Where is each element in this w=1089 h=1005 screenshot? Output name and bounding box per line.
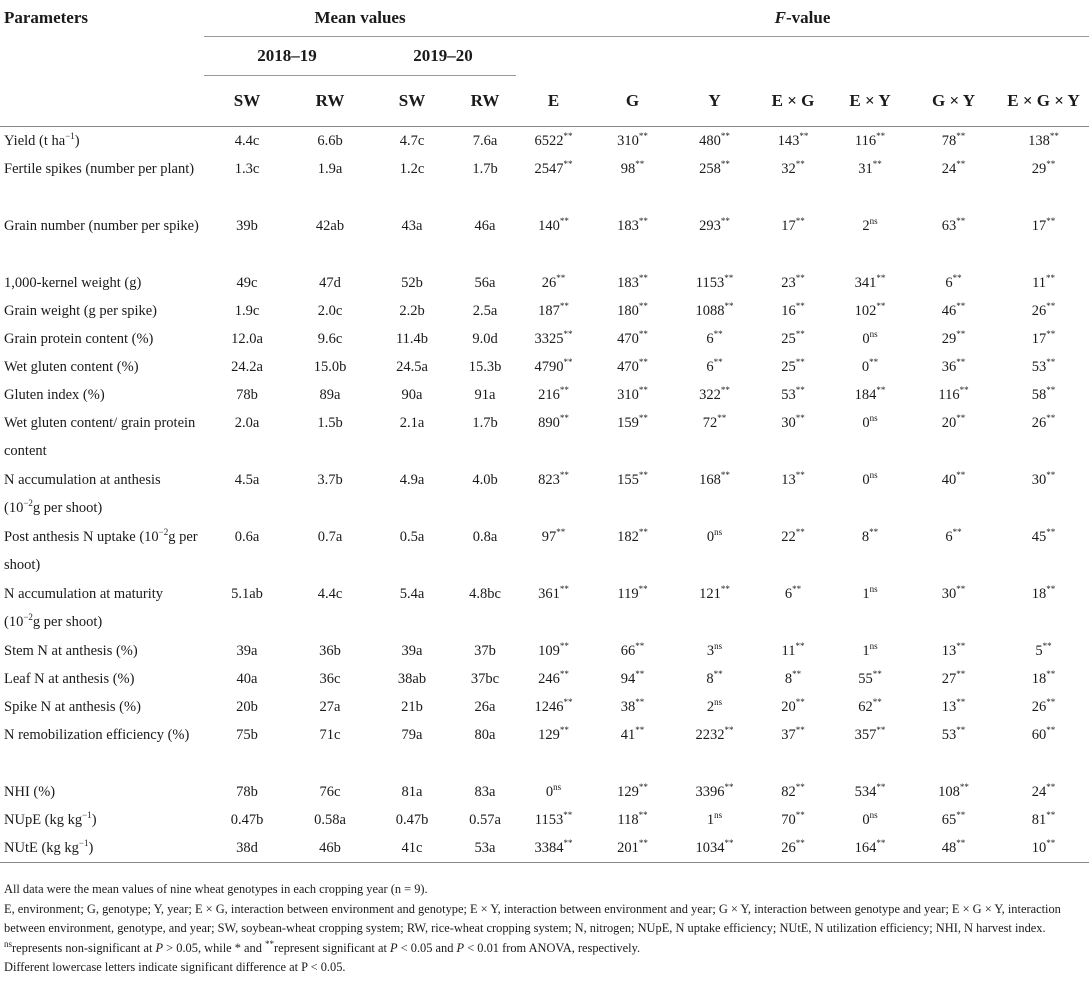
f-value-header: F-value xyxy=(516,0,1089,37)
row-label: Gluten index (%) xyxy=(4,387,105,403)
f-value-cell: 30** xyxy=(941,584,966,602)
mean-value-cell: 56a xyxy=(474,275,496,291)
f-value-cell: 109** xyxy=(538,641,569,659)
table-body xyxy=(0,127,1089,863)
f-value-cell: 18** xyxy=(1031,669,1056,687)
f-value-cell: 168** xyxy=(699,470,730,488)
table-header xyxy=(0,0,1089,127)
table-row xyxy=(0,580,1089,637)
row-label: 1,000-kernel weight (g) xyxy=(4,275,142,291)
f-value-cell: 534** xyxy=(854,782,886,800)
f-value-cell: 138** xyxy=(1028,131,1059,149)
col-header: G × Y xyxy=(909,76,998,127)
f-value-cell: $2^{ns}$ xyxy=(706,697,723,715)
f-value-cell: 58** xyxy=(1031,385,1056,403)
mean-value-cell: 38d xyxy=(236,840,258,856)
f-value-cell: 29** xyxy=(941,329,966,347)
f-value-cell: 3396** xyxy=(695,782,734,800)
mean-value-cell: 37b xyxy=(474,643,496,659)
mean-value-cell: 0.7a xyxy=(317,529,343,545)
f-value-cell: 46** xyxy=(941,301,966,319)
f-value-cell: 3384** xyxy=(534,838,573,856)
f-value-cell: 1088** xyxy=(695,301,734,319)
mean-value-cell: 4.8bc xyxy=(469,586,501,602)
mean-value-cell: 9.0d xyxy=(472,331,498,347)
footnote: $^{ns}$represents non-significant at P > 0.05, while * and **represent significant at P < 0.05 and P < 0.01 from ANOVA, respectively. xyxy=(4,938,641,955)
table-row xyxy=(0,721,1089,778)
row-label: NHI (%) xyxy=(4,784,56,800)
mean-value-cell: 79a xyxy=(401,727,423,743)
f-value-cell: 45** xyxy=(1031,527,1056,545)
f-value-cell: 129** xyxy=(538,725,569,743)
f-value-cell: 22** xyxy=(781,527,805,545)
f-value-cell: 129** xyxy=(617,782,648,800)
row-label: Wet gluten content (%) xyxy=(4,359,139,375)
f-value-cell: 10** xyxy=(1031,838,1056,856)
mean-value-cell: 4.9a xyxy=(399,472,425,488)
row-label: N remobilization efficiency (%) xyxy=(4,727,190,743)
f-value-cell: 118** xyxy=(617,810,648,828)
f-value-cell: 823** xyxy=(538,470,569,488)
f-value-cell: 65** xyxy=(941,810,966,828)
f-value-cell: 2232** xyxy=(695,725,734,743)
mean-value-cell: 36b xyxy=(319,643,341,659)
f-value-cell: 361** xyxy=(538,584,569,602)
mean-value-cell: 0.6a xyxy=(234,529,260,545)
mean-value-cell: 0.57a xyxy=(469,812,501,828)
col-header: G xyxy=(591,76,674,127)
f-value-cell: $0^{ns}$ xyxy=(545,782,562,800)
f-value-cell: 72** xyxy=(702,413,727,431)
mean-value-cell: 39b xyxy=(236,218,258,234)
mean-value-cell: 4.4c xyxy=(317,586,343,602)
f-value-cell: 32** xyxy=(781,159,805,177)
footnote: E, environment; G, genotype; Y, year; E × G, interaction between environment and genotype; E × Y, interaction between environment and year; G × Y, interaction between genotype and year; E × G × Y, interaction between environment, genotype, and year; SW, soybean-wheat cropping system; RW, rice-wheat cropping system; N, nitrogen; NUpE, N uptake efficiency; NUtE, N utilization efficiency; NHI, N harvest index. xyxy=(4,901,1061,935)
mean-value-cell: 24.2a xyxy=(231,359,263,375)
f-value-cell: 13** xyxy=(941,697,966,715)
row-label: N accumulation at maturity ($10^{-2}g$ per shoot) xyxy=(4,586,164,630)
col-header: E xyxy=(516,76,591,127)
col-header: E × Y xyxy=(831,76,909,127)
mean-value-cell: 90a xyxy=(401,387,423,403)
table-row xyxy=(0,325,1089,353)
mean-value-cell: 0.47b xyxy=(395,812,429,828)
f-value-cell: $1^{ns}$ xyxy=(706,810,723,828)
mean-value-cell: 15.3b xyxy=(468,359,502,375)
table-row xyxy=(0,778,1089,806)
mean-value-cell: 41c xyxy=(401,840,423,856)
mean-value-cell: 42ab xyxy=(315,218,345,234)
f-value-cell: $0^{ns}$ xyxy=(862,810,878,828)
mean-value-cell: 1.7b xyxy=(472,415,498,431)
f-value-cell: 182** xyxy=(617,527,648,545)
mean-value-cell: 1.5b xyxy=(317,415,343,431)
f-value-cell: 53** xyxy=(941,725,966,743)
mean-value-cell: 46a xyxy=(474,218,496,234)
row-label: Fertile spikes (number per plant) xyxy=(4,161,195,177)
mean-value-cell: 11.4b xyxy=(395,331,429,347)
f-value-cell: $0^{ns}$ xyxy=(862,329,878,347)
table-row xyxy=(0,806,1089,834)
mean-value-cell: 1.7b xyxy=(472,161,498,177)
f-value-cell: 890** xyxy=(538,413,569,431)
f-value-cell: $1^{ns}$ xyxy=(862,641,878,659)
f-value-cell: 30** xyxy=(1031,470,1056,488)
f-value-cell: 6** xyxy=(706,357,723,375)
f-value-cell: 78** xyxy=(941,131,966,149)
f-value-cell: 116** xyxy=(938,385,969,403)
year2-header: 2019–20 xyxy=(370,37,516,76)
mean-value-cell: 5.1ab xyxy=(231,586,263,602)
f-value-cell: 30** xyxy=(781,413,805,431)
year1-header: 2018–19 xyxy=(204,37,370,76)
f-value-cell: 81** xyxy=(1031,810,1056,828)
col-header: SW xyxy=(370,76,454,127)
mean-value-cell: 2.5a xyxy=(472,303,498,319)
parameters-header: Parameters xyxy=(4,8,89,28)
table-row xyxy=(0,834,1089,863)
table-row xyxy=(0,381,1089,409)
f-value-cell: 26** xyxy=(1031,413,1056,431)
f-value-cell: 97** xyxy=(541,527,566,545)
f-value-cell: 62** xyxy=(858,697,882,715)
f-value-cell: 38** xyxy=(620,697,645,715)
f-value-cell: 17** xyxy=(1031,216,1056,234)
mean-value-cell: 47d xyxy=(319,275,341,291)
f-value-cell: 26** xyxy=(781,838,805,856)
f-value-cell: 246** xyxy=(538,669,569,687)
f-value-cell: 155** xyxy=(617,470,648,488)
mean-value-cell: 81a xyxy=(401,784,423,800)
f-value-cell: 1153** xyxy=(534,810,573,828)
col-header: Y xyxy=(674,76,755,127)
footnote: Different lowercase letters indicate significant difference at P < 0.05. xyxy=(4,960,346,974)
mean-value-cell: 0.47b xyxy=(230,812,264,828)
table-row xyxy=(0,297,1089,325)
table-row xyxy=(0,693,1089,721)
f-value-cell: $1^{ns}$ xyxy=(862,584,878,602)
f-value-cell: 119** xyxy=(617,584,648,602)
mean-value-cell: 4.0b xyxy=(472,472,498,488)
f-value-cell: 26** xyxy=(1031,301,1056,319)
mean-value-cell: 78b xyxy=(236,387,258,403)
row-label: Stem N at anthesis (%) xyxy=(4,643,138,659)
mean-value-cell: 24.5a xyxy=(396,359,428,375)
col-header: E × G xyxy=(755,76,831,127)
f-value-cell: 293** xyxy=(699,216,730,234)
mean-value-cell: 1.2c xyxy=(399,161,425,177)
table-row xyxy=(0,523,1089,580)
f-value-cell: 11** xyxy=(781,641,805,659)
f-value-cell: 53** xyxy=(1031,357,1056,375)
f-value-cell: 116** xyxy=(854,131,886,149)
table-row xyxy=(0,155,1089,212)
mean-value-cell: 36c xyxy=(319,671,341,687)
mean-value-cell: 75b xyxy=(236,727,258,743)
f-value-cell: 470** xyxy=(617,329,648,347)
row-label: Post anthesis N uptake ($10^{-2}g$ per shoot) xyxy=(4,527,198,573)
mean-value-cell: 4.5a xyxy=(234,472,260,488)
f-value-cell: 26** xyxy=(1031,697,1056,715)
f-value-cell: 40** xyxy=(941,470,966,488)
f-value-cell: 183** xyxy=(617,273,648,291)
f-value-cell: 94** xyxy=(620,669,645,687)
mean-value-cell: 1.3c xyxy=(234,161,260,177)
f-value-cell: 180** xyxy=(617,301,648,319)
f-value-cell: 53** xyxy=(781,385,805,403)
f-value-cell: 98** xyxy=(620,159,645,177)
f-value-cell: 16** xyxy=(781,301,805,319)
mean-value-cell: 37bc xyxy=(470,671,500,687)
mean-value-cell: 27a xyxy=(319,699,341,715)
row-label: NUtE (kg $kg^{-1}$) xyxy=(4,838,94,856)
f-value-cell: 102** xyxy=(854,301,886,319)
f-value-cell: 341** xyxy=(854,273,886,291)
mean-value-cell: 39a xyxy=(236,643,258,659)
mean-value-cell: 2.2b xyxy=(399,303,425,319)
mean-value-cell: 6.6b xyxy=(317,133,343,149)
f-value-cell: 187** xyxy=(538,301,569,319)
f-value-cell: 310** xyxy=(617,385,648,403)
f-value-cell: 17** xyxy=(1031,329,1056,347)
f-value-cell: 25** xyxy=(781,357,805,375)
f-value-cell: 2547** xyxy=(534,159,573,177)
col-header: SW xyxy=(204,76,290,127)
mean-value-cell: 52b xyxy=(401,275,423,291)
f-value-cell: 17** xyxy=(781,216,805,234)
f-value-cell: 1246** xyxy=(534,697,573,715)
f-value-cell: 310** xyxy=(617,131,648,149)
row-label: Wet gluten content/ grain protein content xyxy=(4,415,196,459)
row-label: NUpE (kg $kg^{-1}$) xyxy=(4,810,97,828)
row-label: Yield (t $ha^{-1}$) xyxy=(4,131,80,149)
f-value-cell: 20** xyxy=(941,413,966,431)
table-row xyxy=(0,269,1089,297)
f-value-cell: 322** xyxy=(699,385,730,403)
f-value-cell: 201** xyxy=(617,838,648,856)
f-value-cell: 8** xyxy=(706,669,723,687)
row-label: Spike N at anthesis (%) xyxy=(4,699,141,715)
mean-value-cell: 89a xyxy=(319,387,341,403)
mean-value-cell: 15.0b xyxy=(313,359,347,375)
mean-value-cell: 4.7c xyxy=(399,133,425,149)
mean-value-cell: 49c xyxy=(236,275,258,291)
row-label: N accumulation at anthesis ($10^{-2}g$ per shoot) xyxy=(4,472,161,516)
col-header: E × G × Y xyxy=(998,76,1089,127)
mean-value-cell: 76c xyxy=(319,784,341,800)
table-row xyxy=(0,212,1089,269)
f-value-cell: 70** xyxy=(781,810,805,828)
mean-value-cell: 80a xyxy=(474,727,496,743)
f-value-cell: 8** xyxy=(861,527,879,545)
mean-value-cell: 20b xyxy=(236,699,258,715)
table-row xyxy=(0,665,1089,693)
mean-value-cell: 38ab xyxy=(397,671,427,687)
f-value-cell: 48** xyxy=(941,838,966,856)
f-value-cell: 143** xyxy=(777,131,809,149)
f-value-cell: 25** xyxy=(781,329,805,347)
f-value-cell: 6** xyxy=(784,584,802,602)
mean-value-cell: 26a xyxy=(474,699,496,715)
f-value-cell: $0^{ns}$ xyxy=(862,413,878,431)
mean-value-cell: 40a xyxy=(236,671,258,687)
f-value-cell: 159** xyxy=(617,413,648,431)
f-value-cell: 216** xyxy=(538,385,569,403)
col-header: RW xyxy=(290,76,370,127)
f-value-cell: 0** xyxy=(861,357,879,375)
mean-value-cell: 71c xyxy=(319,727,341,743)
f-value-cell: 3325** xyxy=(534,329,573,347)
f-value-cell: 63** xyxy=(941,216,966,234)
f-value-cell: 24** xyxy=(1031,782,1056,800)
f-value-cell: 184** xyxy=(854,385,886,403)
row-label: Grain weight (g per spike) xyxy=(4,303,158,319)
f-value-cell: 183** xyxy=(617,216,648,234)
mean-value-cell: 5.4a xyxy=(399,586,425,602)
table-footnotes xyxy=(4,880,1084,978)
f-value-cell: 20** xyxy=(781,697,805,715)
mean-value-cell: 21b xyxy=(401,699,423,715)
f-value-cell: 6** xyxy=(945,273,962,291)
mean-value-cell: 12.0a xyxy=(231,331,263,347)
f-value-cell: 1034** xyxy=(695,838,734,856)
f-value-cell: 66** xyxy=(620,641,645,659)
row-label: Grain number (number per spike) xyxy=(4,218,199,234)
f-value-cell: 121** xyxy=(699,584,730,602)
mean-value-cell: 83a xyxy=(474,784,496,800)
row-label: Leaf N at anthesis (%) xyxy=(4,671,135,687)
table-row xyxy=(0,466,1089,523)
f-value-cell: $0^{ns}$ xyxy=(862,470,878,488)
mean-value-cell: 43a xyxy=(401,218,423,234)
f-value-cell: 470** xyxy=(617,357,648,375)
col-header: RW xyxy=(454,76,516,127)
table-row xyxy=(0,637,1089,665)
f-value-cell: 27** xyxy=(941,669,966,687)
f-value-cell: 36** xyxy=(941,357,966,375)
mean-value-cell: 2.0c xyxy=(317,303,343,319)
f-value-cell: 37** xyxy=(781,725,805,743)
mean-values-header: Mean values xyxy=(204,0,516,37)
f-value-cell: $2^{ns}$ xyxy=(862,216,878,234)
mean-value-cell: 1.9c xyxy=(234,303,260,319)
mean-value-cell: 2.0a xyxy=(234,415,260,431)
f-value-cell: 4790** xyxy=(534,357,573,375)
mean-value-cell: 4.4c xyxy=(234,133,260,149)
f-value-cell: 13** xyxy=(941,641,966,659)
footnote: All data were the mean values of nine wheat genotypes in each cropping year (n = 9). xyxy=(4,882,428,896)
f-value-cell: 480** xyxy=(699,131,730,149)
f-value-cell: 24** xyxy=(941,159,966,177)
f-value-cell: 31** xyxy=(858,159,882,177)
mean-value-cell: 1.9a xyxy=(317,161,343,177)
f-value-cell: 6** xyxy=(945,527,962,545)
f-value-cell: 13** xyxy=(781,470,805,488)
f-value-cell: 26** xyxy=(541,273,566,291)
f-value-cell: 6** xyxy=(706,329,723,347)
table-row xyxy=(0,409,1089,466)
f-value-cell: 6522** xyxy=(534,131,573,149)
mean-value-cell: 46b xyxy=(319,840,341,856)
f-value-cell: 1153** xyxy=(695,273,734,291)
mean-value-cell: 39a xyxy=(401,643,423,659)
f-value-cell: 41** xyxy=(620,725,645,743)
f-value-cell: 140** xyxy=(538,216,569,234)
mean-value-cell: 9.6c xyxy=(317,331,343,347)
f-value-cell: 82** xyxy=(781,782,805,800)
f-value-cell: 8** xyxy=(784,669,802,687)
mean-value-cell: 0.58a xyxy=(314,812,346,828)
mean-value-cell: 7.6a xyxy=(472,133,498,149)
f-value-cell: 60** xyxy=(1031,725,1056,743)
mean-value-cell: 91a xyxy=(474,387,496,403)
mean-value-cell: 53a xyxy=(474,840,496,856)
mean-value-cell: 78b xyxy=(236,784,258,800)
mean-value-cell: 2.1a xyxy=(399,415,425,431)
mean-value-cell: 0.5a xyxy=(399,529,425,545)
f-value-cell: $0^{ns}$ xyxy=(706,527,723,545)
f-value-cell: $3^{ns}$ xyxy=(706,641,723,659)
f-value-cell: 18** xyxy=(1031,584,1056,602)
f-value-cell: 55** xyxy=(858,669,882,687)
mean-value-cell: 3.7b xyxy=(317,472,343,488)
table-row xyxy=(0,353,1089,381)
table-row xyxy=(0,127,1089,156)
f-value-cell: 164** xyxy=(854,838,886,856)
f-value-cell: 5** xyxy=(1035,641,1052,659)
mean-value-cell: 0.8a xyxy=(472,529,498,545)
f-value-cell: 23** xyxy=(781,273,805,291)
f-value-cell: 11** xyxy=(1032,273,1056,291)
f-value-cell: 258** xyxy=(699,159,730,177)
f-value-cell: 108** xyxy=(938,782,969,800)
row-label: Grain protein content (%) xyxy=(4,331,154,347)
f-value-cell: 29** xyxy=(1031,159,1056,177)
f-value-cell: 357** xyxy=(854,725,886,743)
